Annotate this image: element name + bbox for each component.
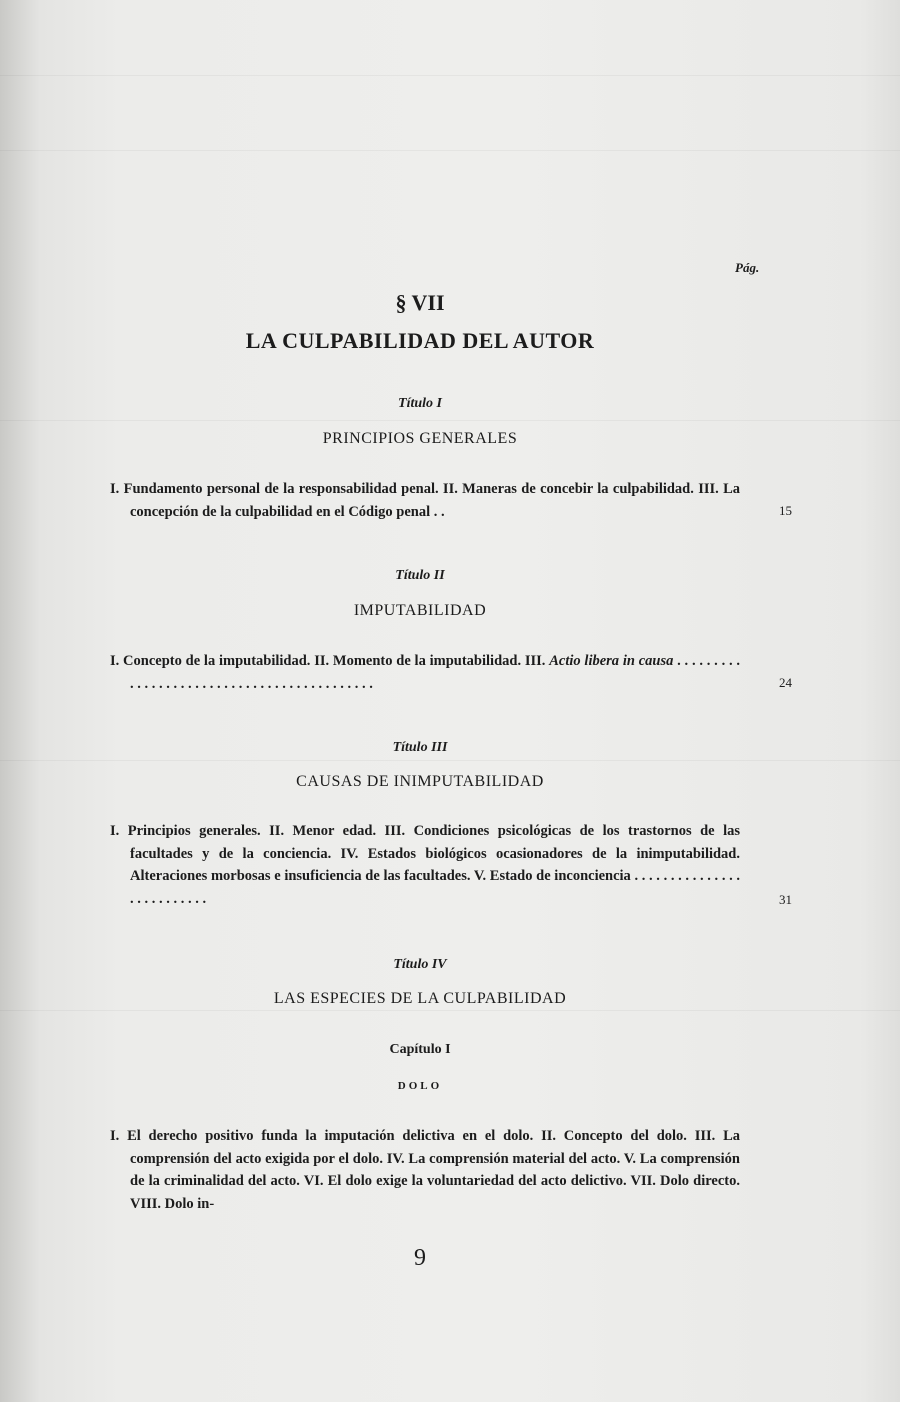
heading-especies-culpabilidad: LAS ESPECIES DE LA CULPABILIDAD xyxy=(273,990,567,1007)
toc-entry-4-text: I. El derecho positivo funda la imputación delictiva en el dolo. II. Concepto del dolo. III. La comprensión del acto exigida por el dolo. IV. La comprensión material del acto. V. La comprensión de la criminalidad del acto. VI. El dolo exige la voluntariedad del acto delictivo. VII. Dolo directo. VIII. Dolo in- xyxy=(110,1128,740,1212)
section-title: LA CULPABILIDAD DEL AUTOR xyxy=(245,328,595,353)
subheading-dolo: DOLO xyxy=(397,1080,443,1092)
show-through-line xyxy=(0,75,900,76)
toc-entry-3-page: 31 xyxy=(779,892,792,907)
capitulo-1: Capítulo I xyxy=(389,1042,451,1057)
section-number: § VII xyxy=(395,290,445,315)
show-through-line xyxy=(0,760,900,761)
toc-entry-3-text: I. Principios generales. II. Menor edad. III. Condiciones psicológicas de los trastornos de las facultades y de la conciencia. IV. Estados biológicos ocasionadores de la inimputabilidad. Alteraciones morbosas e insuficiencia de las facultades. V. Estado de inconciencia . . . . . . . . . . . . . . . . . . . . . . . . . . xyxy=(110,823,740,907)
toc-entry-2-text xyxy=(95,650,740,695)
page-column-label: Pág. xyxy=(735,260,760,275)
titulo-4: Título IV xyxy=(393,957,447,972)
show-through-line xyxy=(0,1010,900,1011)
heading-principios-generales: PRINCIPIOS GENERALES xyxy=(322,430,518,447)
show-through-line xyxy=(0,150,900,151)
toc-entry-2 xyxy=(95,650,740,695)
toc-entry-2-italic: Actio libera in causa xyxy=(549,653,674,669)
toc-entry-2-leader: . . . . . . . . . . . . . . . . . . . . . . . . . . . . . . . . . . . . . . . . . . . xyxy=(130,653,741,692)
heading-causas-inimputabilidad: CAUSAS DE INIMPUTABILIDAD xyxy=(296,773,544,790)
toc-entry-4 xyxy=(95,1125,740,1215)
toc-entry-2-main: I. Concepto de la imputabilidad. II. Momento de la imputabilidad. III. xyxy=(110,653,550,669)
show-through-line xyxy=(0,420,900,421)
toc-entry-2-page: 24 xyxy=(779,675,792,690)
toc-entry-1 xyxy=(95,478,740,523)
titulo-1: Título I xyxy=(398,396,442,411)
page-folio: 9 xyxy=(414,1245,426,1271)
titulo-2: Título II xyxy=(395,568,445,583)
toc-entry-1-page: 15 xyxy=(779,503,792,518)
heading-imputabilidad: IMPUTABILIDAD xyxy=(353,602,487,619)
titulo-3: Título III xyxy=(392,740,448,755)
toc-entry-1-text: I. Fundamento personal de la responsabilidad penal. II. Maneras de concebir la culpabilidad. III. La concepción de la culpabilidad en el Código penal . . xyxy=(110,481,740,520)
toc-entry-3 xyxy=(95,820,740,910)
